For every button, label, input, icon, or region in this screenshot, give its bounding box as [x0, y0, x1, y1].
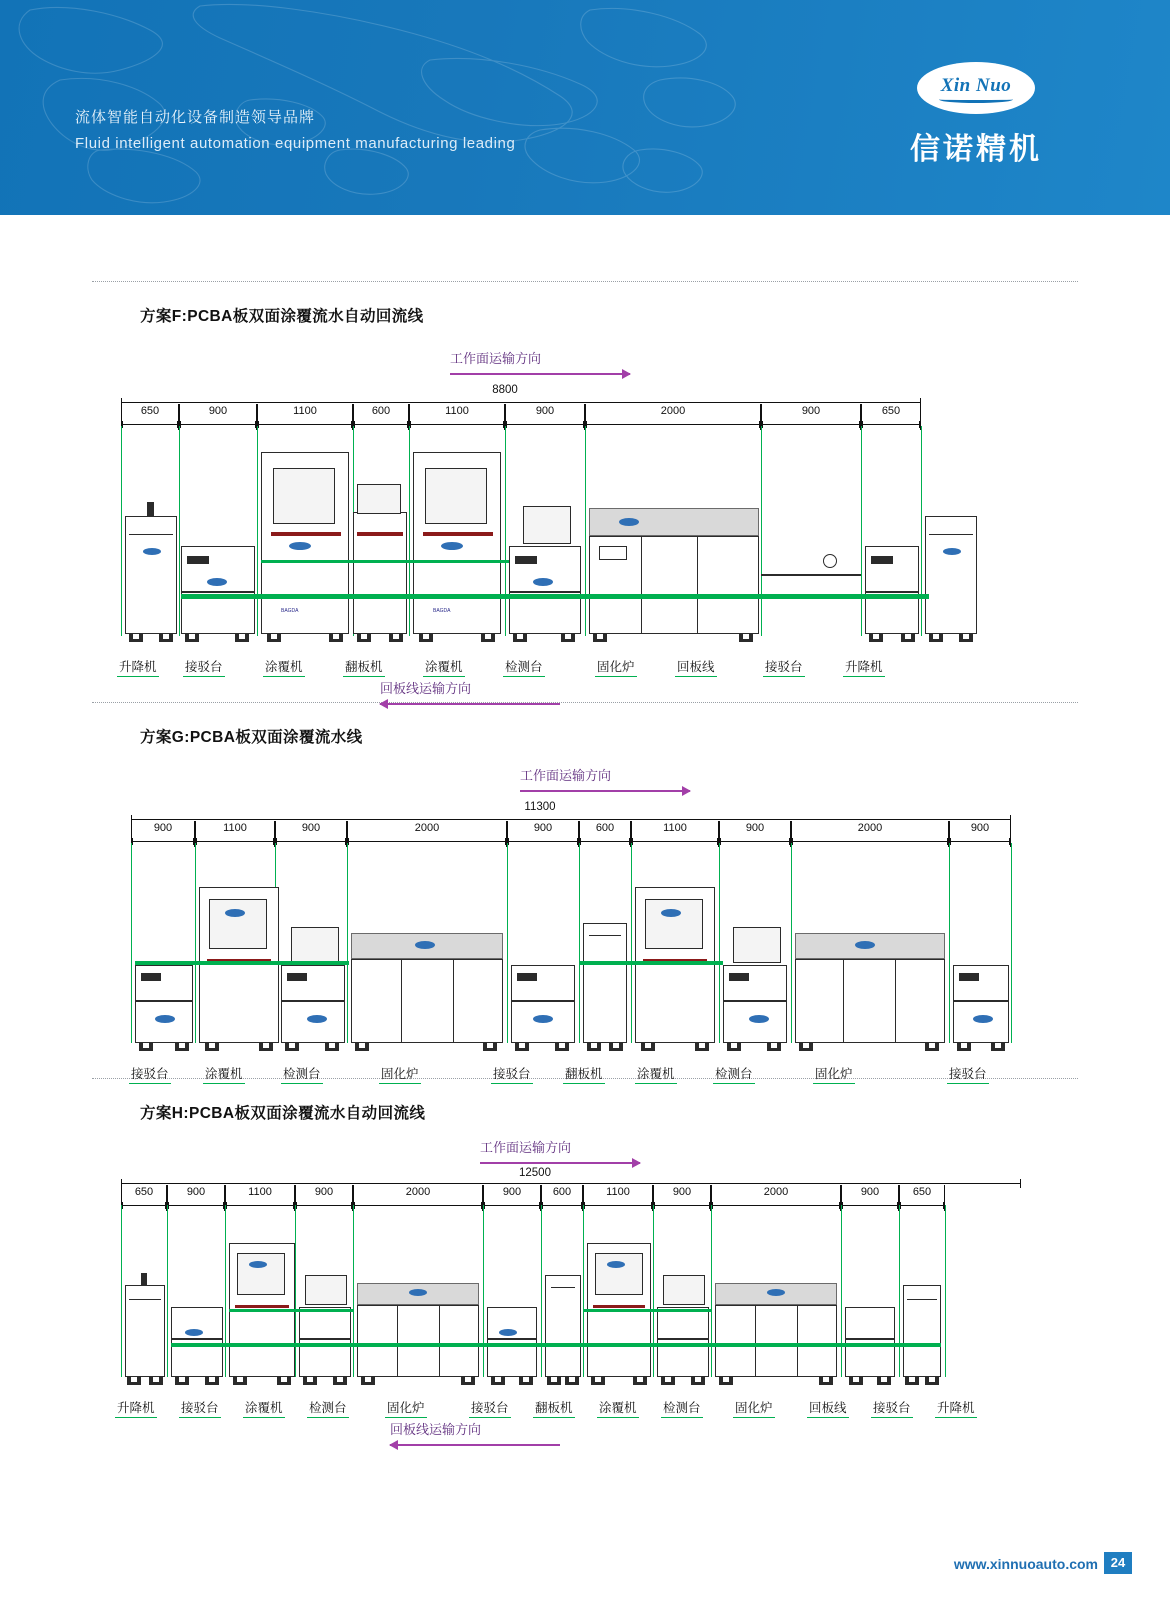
g-foot-4 — [259, 1043, 273, 1051]
logo-company-cn: 信诺精机 — [910, 133, 1042, 166]
h-foot-5 — [233, 1377, 247, 1385]
h-seg-2: 1100 — [225, 1185, 295, 1211]
f-coater-1-badge — [289, 542, 311, 550]
f-conveyor-upper — [261, 560, 509, 563]
f-lifter-left-badge — [143, 548, 161, 555]
h-coater-1-band — [235, 1305, 289, 1308]
f-inspect-1-panel — [515, 556, 537, 564]
h-machine-return-line — [845, 1307, 895, 1339]
f-transfer-2-panel — [871, 556, 893, 564]
h-lifter-left-post — [141, 1273, 147, 1286]
section-g-title: 方案G:PCBA板双面涂覆流水线 — [140, 729, 363, 746]
h-guide-5 — [483, 1205, 484, 1377]
g-coater-2-window — [645, 899, 703, 949]
g-foot-1 — [139, 1043, 153, 1051]
g-oven-2-divider-2 — [895, 959, 896, 1043]
h-guide-4 — [353, 1205, 354, 1377]
g-inspect-2-monitor — [733, 927, 781, 963]
f-coater-2-badge — [441, 542, 463, 550]
f-seg-4: 1100 — [409, 404, 505, 430]
g-machine-transfer-1 — [135, 965, 193, 1001]
g-conveyor-2 — [579, 961, 723, 965]
g-label-9: 接驳台 — [947, 1063, 989, 1084]
section-plan-g — [0, 703, 1170, 1081]
f-seg-6: 2000 — [585, 404, 761, 430]
h-label-9: 固化炉 — [733, 1397, 775, 1418]
f-guide-0 — [121, 426, 122, 636]
h-guide-2 — [225, 1205, 226, 1377]
section-plan-f — [0, 282, 1170, 702]
f-label-5: 检测台 — [503, 656, 545, 677]
h-foot-11 — [491, 1377, 505, 1385]
diagram-f — [85, 326, 1085, 696]
g-foot-17 — [799, 1043, 813, 1051]
h-seg-4: 2000 — [353, 1185, 483, 1211]
h-conveyor-upper-2 — [583, 1309, 711, 1312]
g-label-5: 翻板机 — [563, 1063, 605, 1084]
f-foot-10 — [481, 634, 495, 642]
brand-logo — [910, 62, 1042, 168]
h-label-6: 翻板机 — [533, 1397, 575, 1418]
g-seg-7: 900 — [719, 821, 791, 847]
h-seg-1: 900 — [167, 1185, 225, 1211]
h-foot-12 — [519, 1377, 533, 1385]
h-seg-9: 2000 — [711, 1185, 841, 1211]
f-segment-row — [121, 404, 921, 432]
h-foot-21 — [849, 1377, 863, 1385]
g-transfer-2-badge — [533, 1015, 553, 1023]
g-machine-flipper — [583, 923, 627, 1043]
h-flipper-rail — [551, 1287, 575, 1288]
g-foot-19 — [957, 1043, 971, 1051]
g-oven-2-divider-1 — [843, 959, 844, 1043]
h-seg-0: 650 — [121, 1185, 167, 1211]
h-guide-0 — [121, 1205, 122, 1377]
g-transfer-2-panel — [517, 973, 537, 981]
g-transfer-1-badge — [155, 1015, 175, 1023]
logo-text: Xin Nuo — [940, 75, 1012, 96]
g-foot-13 — [641, 1043, 655, 1051]
f-foot-4 — [235, 634, 249, 642]
f-seg-0: 650 — [121, 404, 179, 430]
f-oven-divider-2 — [697, 536, 698, 634]
section-h-title: 方案H:PCBA板双面涂覆流水自动回流线 — [140, 1105, 426, 1122]
h-total-dim: 12500 — [519, 1167, 551, 1179]
g-foot-9 — [515, 1043, 529, 1051]
h-total-dim-line — [121, 1183, 1021, 1184]
f-guide-2 — [257, 426, 258, 636]
h-transfer-1-badge — [185, 1329, 203, 1336]
g-foot-16 — [767, 1043, 781, 1051]
h-label-0: 升降机 — [115, 1397, 157, 1418]
f-label-6: 固化炉 — [595, 656, 637, 677]
f-foot-9 — [419, 634, 433, 642]
website-url[interactable]: www.xinnuoauto.com — [953, 1556, 1098, 1572]
h-foot-2 — [149, 1377, 163, 1385]
h-transfer-2-badge — [499, 1329, 517, 1336]
f-seg-1: 900 — [179, 404, 257, 430]
h-foot-14 — [565, 1377, 579, 1385]
g-label-3: 固化炉 — [379, 1063, 421, 1084]
h-foot-10 — [461, 1377, 475, 1385]
f-total-dim: 8800 — [492, 384, 518, 396]
h-guide-7 — [583, 1205, 584, 1377]
tagline-en: Fluid intelligent automation equipment manufacturing leading — [75, 135, 516, 152]
f-foot-3 — [185, 634, 199, 642]
h-guide-12 — [945, 1205, 946, 1377]
g-conveyor-1 — [135, 961, 349, 965]
h-conveyor-lower-right — [711, 1343, 941, 1347]
h-guide-8 — [653, 1205, 654, 1377]
g-seg-9: 900 — [949, 821, 1011, 847]
g-seg-5: 600 — [579, 821, 631, 847]
h-lifter-right-rail — [907, 1299, 937, 1300]
f-lifter-left-rail — [129, 534, 173, 535]
f-label-4: 涂覆机 — [423, 656, 465, 677]
page-content — [0, 215, 1170, 1437]
g-guide-0 — [131, 843, 132, 1043]
f-transfer-1-badge — [207, 578, 227, 586]
g-machine-transfer-2 — [511, 965, 575, 1001]
f-conveyor-lower-right — [509, 594, 929, 599]
g-inspect-1-panel — [287, 973, 307, 981]
f-label-0: 升降机 — [117, 656, 159, 677]
g-inspect-1-monitor — [291, 927, 339, 963]
f-seg-7: 900 — [761, 404, 861, 430]
h-label-5: 接驳台 — [469, 1397, 511, 1418]
h-oven-2-divider-1 — [755, 1305, 756, 1377]
g-foot-8 — [483, 1043, 497, 1051]
f-label-3: 翻板机 — [343, 656, 385, 677]
g-label-7: 检测台 — [713, 1063, 755, 1084]
f-guide-8 — [861, 426, 862, 636]
g-seg-2: 900 — [275, 821, 347, 847]
g-seg-1: 1100 — [195, 821, 275, 847]
f-coater-1-band — [271, 532, 341, 536]
g-foot-7 — [355, 1043, 369, 1051]
section-f-title: 方案F:PCBA板双面涂覆流水自动回流线 — [140, 308, 424, 325]
h-label-4: 固化炉 — [385, 1397, 427, 1418]
g-seg-8: 2000 — [791, 821, 949, 847]
g-label-4: 接驳台 — [491, 1063, 533, 1084]
g-foot-6 — [325, 1043, 339, 1051]
h-conveyor-lower-left — [171, 1343, 711, 1347]
page-number-badge: 24 — [1104, 1552, 1132, 1574]
h-oven-2-badge — [767, 1289, 785, 1296]
h-seg-3: 900 — [295, 1185, 353, 1211]
g-foot-3 — [205, 1043, 219, 1051]
f-seg-5: 900 — [505, 404, 585, 430]
f-seg-2: 1100 — [257, 404, 353, 430]
h-guide-1 — [167, 1205, 168, 1377]
g-label-2: 检测台 — [281, 1063, 323, 1084]
h-foot-3 — [175, 1377, 189, 1385]
h-foot-7 — [303, 1377, 317, 1385]
g-machine-transfer-3 — [953, 965, 1009, 1001]
h-foot-6 — [277, 1377, 291, 1385]
f-foot-18 — [959, 634, 973, 642]
h-foot-23 — [905, 1377, 919, 1385]
h-machine-flipper — [545, 1275, 581, 1377]
f-foot-15 — [869, 634, 883, 642]
h-foot-1 — [127, 1377, 141, 1385]
f-foot-16 — [901, 634, 915, 642]
h-machine-oven-1 — [357, 1305, 479, 1377]
f-foot-13 — [593, 634, 607, 642]
g-machine-oven-2 — [795, 959, 945, 1043]
g-foot-10 — [555, 1043, 569, 1051]
h-oven-2-divider-2 — [797, 1305, 798, 1377]
h-label-12: 升降机 — [935, 1397, 977, 1418]
f-guide-1 — [179, 426, 180, 636]
g-oven-2-badge — [855, 941, 875, 949]
f-coater-1-mark: BAGDA — [281, 608, 299, 614]
g-label-8: 固化炉 — [813, 1063, 855, 1084]
g-seg-0: 900 — [131, 821, 195, 847]
g-seg-4: 900 — [507, 821, 579, 847]
g-foot-11 — [587, 1043, 601, 1051]
diagram-h — [85, 1123, 1095, 1437]
h-foot-15 — [591, 1377, 605, 1385]
f-foot-6 — [329, 634, 343, 642]
g-oven-1-badge — [415, 941, 435, 949]
f-lifter-left-post — [147, 502, 154, 517]
logo-oval-icon — [917, 62, 1035, 114]
f-foot-17 — [929, 634, 943, 642]
h-seg-7: 1100 — [583, 1185, 653, 1211]
h-label-7: 涂覆机 — [597, 1397, 639, 1418]
g-foot-20 — [991, 1043, 1005, 1051]
f-return-line-rail — [761, 574, 861, 576]
h-coater-1-window — [237, 1253, 285, 1295]
g-guide-9 — [949, 843, 950, 1043]
section-plan-h — [0, 1079, 1170, 1437]
g-foot-15 — [727, 1043, 741, 1051]
g-transfer-1-panel — [141, 973, 161, 981]
h-foot-16 — [633, 1377, 647, 1385]
g-guide-1 — [195, 843, 196, 1043]
h-segment-row — [121, 1185, 1021, 1211]
h-conveyor-upper-1 — [229, 1309, 353, 1312]
g-coater-1-badge — [225, 909, 245, 917]
f-guide-5 — [505, 426, 506, 636]
h-foot-4 — [205, 1377, 219, 1385]
h-foot-13 — [547, 1377, 561, 1385]
g-inspect-1-badge — [307, 1015, 327, 1023]
h-label-8: 检测台 — [661, 1397, 703, 1418]
f-foot-1 — [129, 634, 143, 642]
f-lifter-right-rail — [929, 534, 973, 535]
h-foot-20 — [819, 1377, 833, 1385]
f-total-dim-line — [121, 402, 921, 403]
f-oven-hood — [589, 508, 759, 536]
g-top-direction: 工作面运输方向 — [520, 765, 690, 796]
h-seg-6: 600 — [541, 1185, 583, 1211]
h-label-10: 回板线 — [807, 1397, 849, 1418]
h-foot-19 — [719, 1377, 733, 1385]
h-foot-9 — [361, 1377, 375, 1385]
h-label-11: 接驳台 — [871, 1397, 913, 1418]
f-inspect-1-badge — [533, 578, 553, 586]
f-inspect-1-monitor — [523, 506, 571, 544]
f-label-7: 回板线 — [675, 656, 717, 677]
f-machine-transfer-2 — [865, 546, 919, 592]
g-foot-18 — [925, 1043, 939, 1051]
h-coater-2-window — [595, 1253, 643, 1295]
g-guide-10 — [1011, 843, 1012, 1043]
h-oven-1-divider-2 — [439, 1305, 440, 1377]
g-guide-8 — [791, 843, 792, 1043]
g-foot-14 — [695, 1043, 709, 1051]
h-seg-8: 900 — [653, 1185, 711, 1211]
f-seg-3: 600 — [353, 404, 409, 430]
f-foot-11 — [513, 634, 527, 642]
g-machine-inspect-1 — [281, 965, 345, 1001]
f-guide-6 — [585, 426, 586, 636]
g-transfer-3-panel — [959, 973, 979, 981]
g-total-dim: 11300 — [524, 801, 556, 813]
f-foot-12 — [561, 634, 575, 642]
f-guide-7 — [761, 426, 762, 636]
g-seg-3: 2000 — [347, 821, 507, 847]
f-guide-4 — [409, 426, 410, 636]
g-transfer-3-badge — [973, 1015, 993, 1023]
g-label-1: 涂覆机 — [203, 1063, 245, 1084]
g-coater-1-window — [209, 899, 267, 949]
h-guide-3 — [295, 1205, 296, 1377]
g-inspect-2-panel — [729, 973, 749, 981]
h-coater-2-badge — [607, 1261, 625, 1268]
f-coater-1-window — [273, 468, 335, 524]
h-foot-8 — [333, 1377, 347, 1385]
g-inspect-2-badge — [749, 1015, 769, 1023]
h-seg-10: 900 — [841, 1185, 899, 1211]
f-coater-2-window — [425, 468, 487, 524]
diagram-g — [85, 747, 1095, 1081]
h-inspect-1-monitor — [305, 1275, 347, 1305]
f-foot-2 — [159, 634, 173, 642]
f-conveyor-lower-left — [181, 594, 511, 599]
g-coater-2-badge — [661, 909, 681, 917]
g-machine-inspect-2 — [723, 965, 787, 1001]
h-oven-1-badge — [409, 1289, 427, 1296]
h-coater-1-badge — [249, 1261, 267, 1268]
f-oven-control — [599, 546, 627, 560]
g-guide-3 — [347, 843, 348, 1043]
g-machine-oven-1 — [351, 959, 503, 1043]
f-foot-14 — [739, 634, 753, 642]
f-label-9: 升降机 — [843, 656, 885, 677]
f-label-8: 接驳台 — [763, 656, 805, 677]
h-coater-2-band — [593, 1305, 645, 1308]
g-total-dim-line — [131, 819, 1011, 820]
h-oven-1-divider-1 — [397, 1305, 398, 1377]
f-coater-2-mark: BAGDA — [433, 608, 451, 614]
h-guide-9 — [711, 1205, 712, 1377]
f-lifter-right-badge — [943, 548, 961, 555]
h-foot-22 — [877, 1377, 891, 1385]
f-label-1: 接驳台 — [183, 656, 225, 677]
logo-swoosh-icon — [939, 96, 1013, 103]
h-bottom-direction: 回板线运输方向 — [390, 1419, 560, 1450]
g-oven-1-divider-1 — [401, 959, 402, 1043]
h-guide-6 — [541, 1205, 542, 1377]
g-label-0: 接驳台 — [129, 1063, 171, 1084]
f-return-wheel-icon — [823, 554, 837, 568]
page-footer — [0, 1552, 1170, 1578]
h-seg-11: 650 — [899, 1185, 945, 1211]
h-label-2: 涂覆机 — [243, 1397, 285, 1418]
h-label-1: 接驳台 — [179, 1397, 221, 1418]
h-guide-11 — [899, 1205, 900, 1377]
f-foot-5 — [267, 634, 281, 642]
h-foot-24 — [925, 1377, 939, 1385]
g-foot-5 — [285, 1043, 299, 1051]
g-label-6: 涂覆机 — [635, 1063, 677, 1084]
h-top-direction: 工作面运输方向 — [480, 1137, 640, 1168]
f-oven-divider-1 — [641, 536, 642, 634]
g-seg-6: 1100 — [631, 821, 719, 847]
f-guide-9 — [921, 426, 922, 636]
h-foot-18 — [691, 1377, 705, 1385]
g-guide-5 — [579, 843, 580, 1043]
f-bottom-direction: 回板线运输方向 — [380, 678, 560, 709]
header-tagline — [75, 108, 515, 156]
page-header — [0, 0, 1170, 215]
g-guide-6 — [631, 843, 632, 1043]
h-seg-5: 900 — [483, 1185, 541, 1211]
f-coater-2-band — [423, 532, 493, 536]
f-top-direction: 工作面运输方向 — [450, 348, 630, 379]
f-foot-7 — [357, 634, 371, 642]
f-transfer-1-panel — [187, 556, 209, 564]
f-seg-8: 650 — [861, 404, 921, 430]
g-foot-2 — [175, 1043, 189, 1051]
f-machine-flipper-1 — [353, 512, 407, 634]
h-lifter-left-rail — [129, 1299, 161, 1300]
h-label-3: 检测台 — [307, 1397, 349, 1418]
g-foot-12 — [609, 1043, 623, 1051]
g-oven-1-divider-2 — [453, 959, 454, 1043]
h-guide-10 — [841, 1205, 842, 1377]
f-oven-badge — [619, 518, 639, 526]
g-flipper-rail — [589, 935, 621, 936]
f-label-2: 涂覆机 — [263, 656, 305, 677]
tagline-cn: 流体智能自动化设备制造领导品牌 — [75, 109, 316, 126]
h-machine-oven-2 — [715, 1305, 837, 1377]
h-inspect-2-monitor — [663, 1275, 705, 1305]
g-guide-7 — [719, 843, 720, 1043]
g-guide-4 — [507, 843, 508, 1043]
g-segment-row — [131, 821, 1011, 849]
f-foot-8 — [389, 634, 403, 642]
f-flipper-1-screen — [357, 484, 401, 514]
f-flipper-1-band — [357, 532, 403, 536]
h-foot-17 — [661, 1377, 675, 1385]
